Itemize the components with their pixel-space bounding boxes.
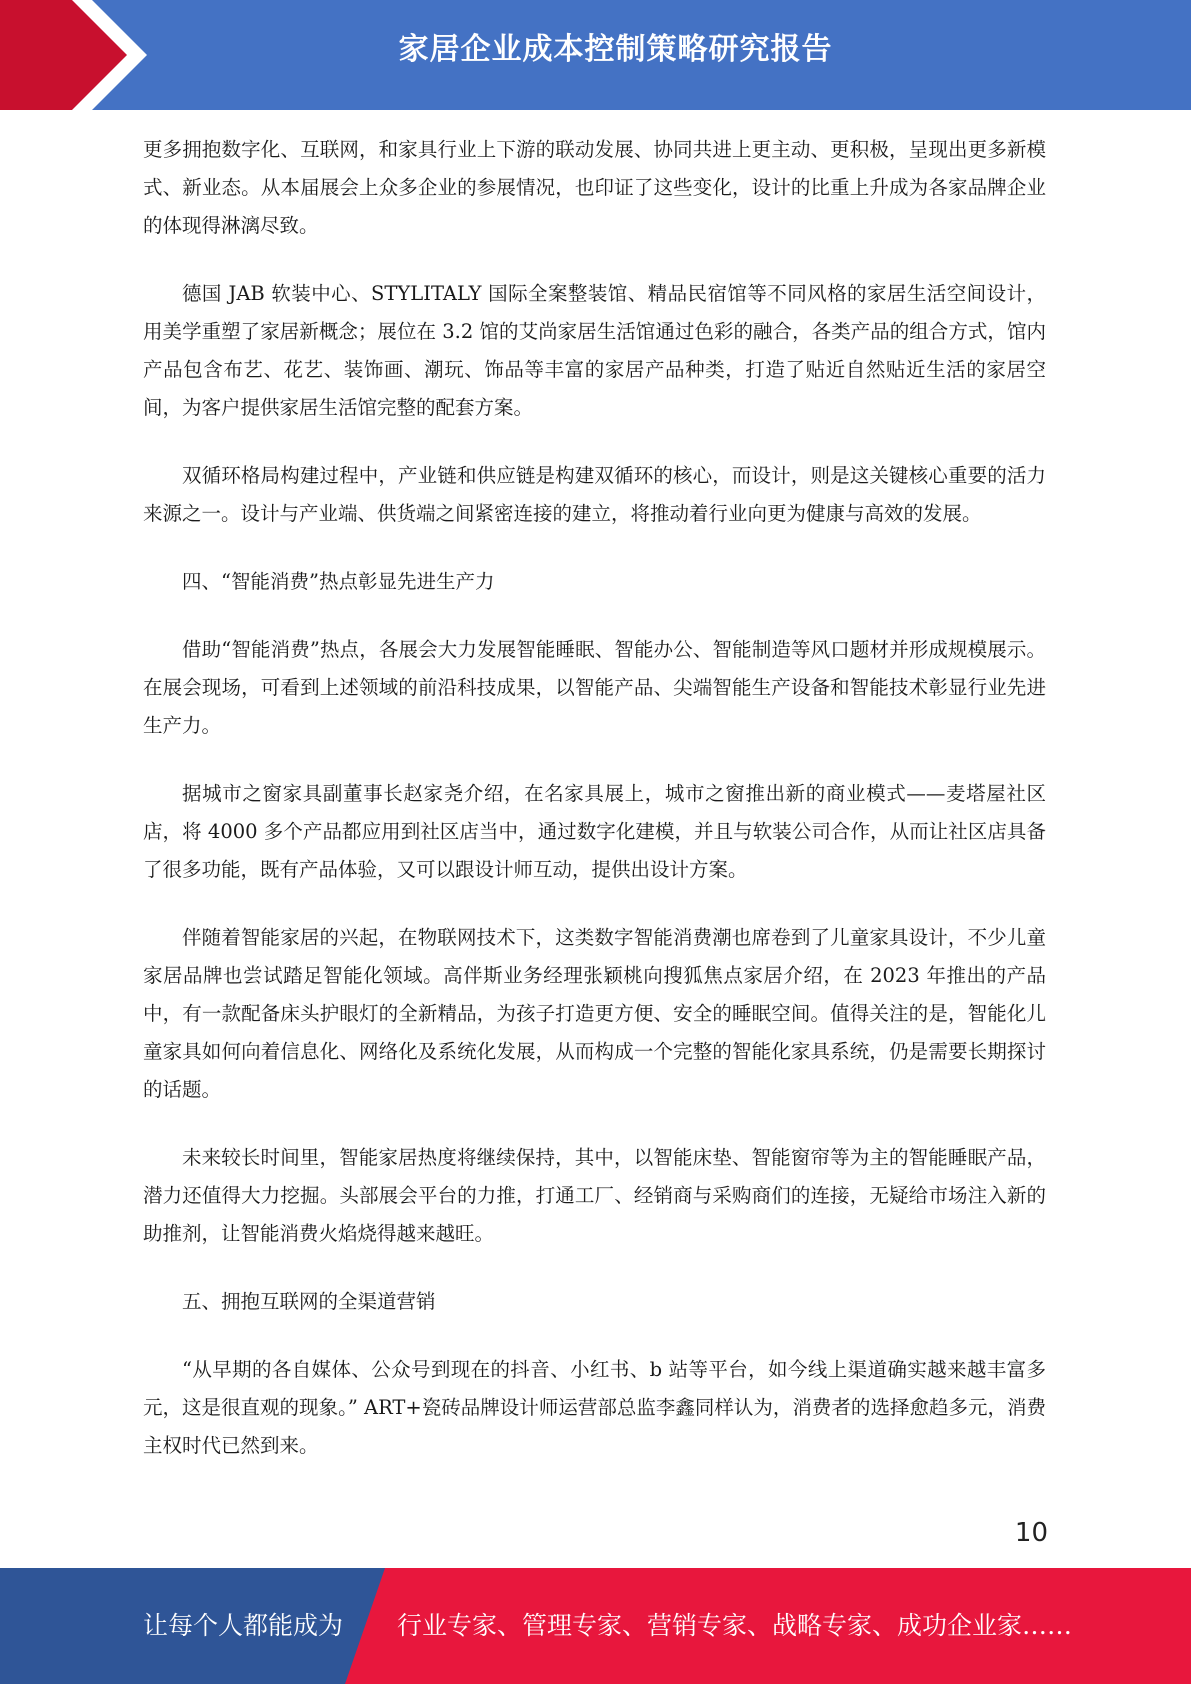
report-title: 家居企业成本控制策略研究报告 (398, 32, 833, 67)
document-body (143, 131, 1046, 1465)
page-header (0, 0, 1191, 110)
paragraph-1: 更多拥抱数字化、互联网，和家具行业上下游的联动发展、协同共进上更主动、更积极，呈现出更多新模式、新业态。从本届展会上众多企业的参展情况，也印证了这些变化，设计的比重上升成为各家品牌企业的体现得淋漓尽致。 (143, 138, 1046, 237)
section-heading-4: 四、“智能消费”热点彰显先进生产力 (182, 570, 495, 593)
paragraph-3: 双循环格局构建过程中，产业链和供应链是构建双循环的核心，而设计，则是这关键核心重要的活力来源之一。设计与产业端、供货端之间紧密连接的建立，将推动着行业向更为健康与高效的发展。 (143, 464, 1046, 525)
footer-slogan-right: 行业专家、管理专家、营销专家、战略专家、成功企业家…… (397, 1611, 1073, 1640)
paragraph-8: “从早期的各自媒体、公众号到现在的抖音、小红书、b 站等平台，如今线上渠道确实越来越丰富多元，这是很直观的现象。” ART+瓷砖品牌设计师运营部总监李鑫同样认为，消费者的选择愈趋多元，消费主权时代已然到来。 (143, 1358, 1046, 1457)
page-number: 10 (1014, 1518, 1048, 1548)
paragraph-4: 借助“智能消费”热点，各展会大力发展智能睡眠、智能办公、智能制造等风口题材并形成规模展示。在展会现场，可看到上述领域的前沿科技成果，以智能产品、尖端智能生产设备和智能技术彰显行业先进生产力。 (143, 638, 1046, 737)
paragraph-2: 德国 JAB 软装中心、STYLITALY 国际全案整装馆、精品民宿馆等不同风格的家居生活空间设计，用美学重塑了家居新概念；展位在 3.2 馆的艾尚家居生活馆通过色彩的融合，各类产品的组合方式，馆内产品包含布艺、花艺、装饰画、潮玩、饰品等丰富的家居产品种类，打造了贴近自然贴近生活的家居空间，为客户提供家居生活馆完整的配套方案。 (143, 282, 1046, 419)
section-heading-5: 五、拥抱互联网的全渠道营销 (182, 1290, 436, 1313)
page-footer (0, 1568, 1191, 1684)
paragraph-5: 据城市之窗家具副董事长赵家尧介绍，在名家具展上，城市之窗推出新的商业模式——麦塔屋社区店，将 4000 多个产品都应用到社区店当中，通过数字化建模，并且与软装公司合作，从而让社区店具备了很多功能，既有产品体验，又可以跟设计师互动，提供出设计方案。 (143, 782, 1046, 881)
paragraph-7: 未来较长时间里，智能家居热度将继续保持，其中，以智能床垫、智能窗帘等为主的智能睡眠产品，潜力还值得大力挖掘。头部展会平台的力推，打通工厂、经销商与采购商们的连接，无疑给市场注入新的助推剂，让智能消费火焰烧得越来越旺。 (143, 1146, 1046, 1245)
paragraph-6: 伴随着智能家居的兴起，在物联网技术下，这类数字智能消费潮也席卷到了儿童家具设计，不少儿童家居品牌也尝试踏足智能化领域。高伴斯业务经理张颖桃向搜狐焦点家居介绍，在 2023 年推出的产品中，有一款配备床头护眼灯的全新精品，为孩子打造更方便、安全的睡眠空间。值得关注的是，智能化儿童家具如何向着信息化、网络化及系统化发展，从而构成一个完整的智能化家具系统，仍是需要长期探讨的话题。 (143, 926, 1046, 1101)
footer-slogan-left: 让每个人都能成为 (143, 1611, 344, 1640)
